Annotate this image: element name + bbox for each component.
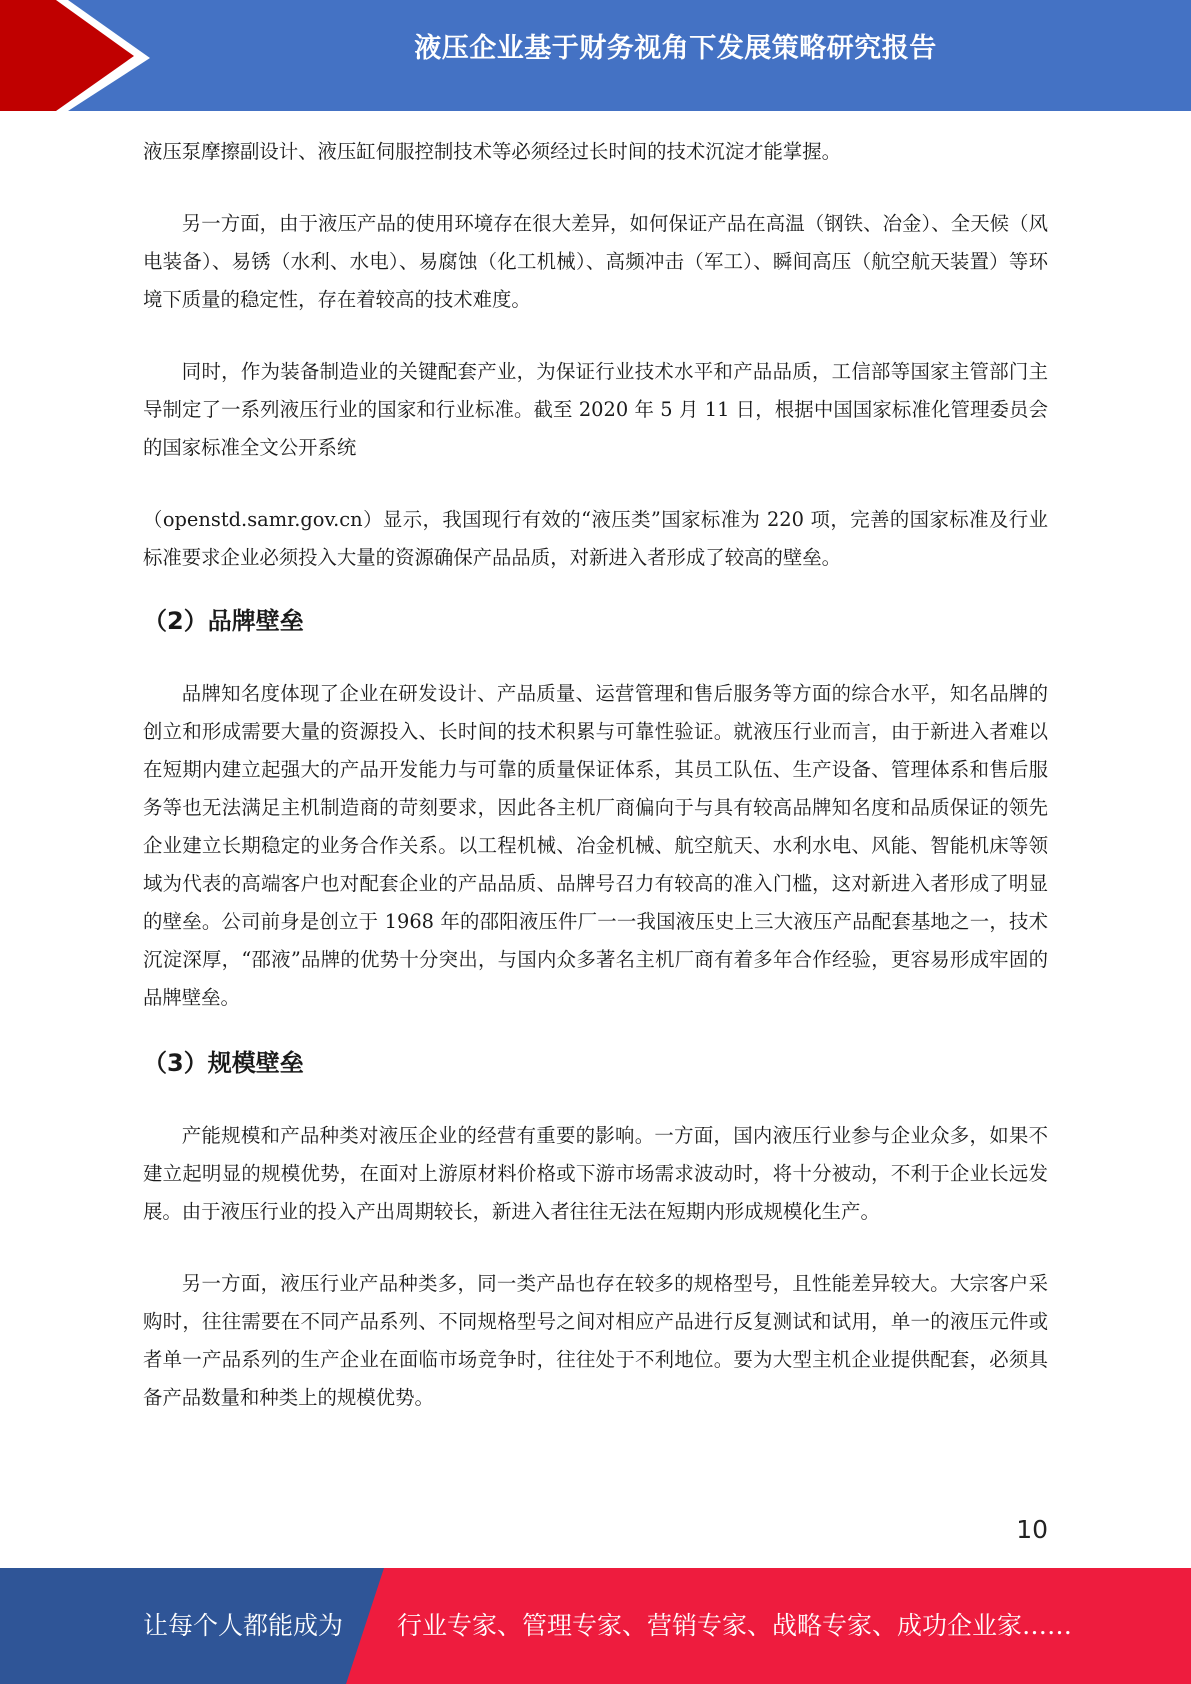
section-heading-scale-barrier: （3）规模壁垒	[143, 1049, 304, 1077]
header-chevron-icon	[0, 0, 160, 111]
paragraph-product-variety: 另一方面，液压行业产品种类多，同一类产品也存在较多的规格型号，且性能差异较大。大宗客户采购时，往往需要在不同产品系列、不同规格型号之间对相应产品进行反复测试和试用，单一的液压元件或者单一产品系列的生产企业在面临市场竞争时，往往处于不利地位。要为大型主机企业提供配套，必须具备产品数量和种类上的规模优势。	[143, 1272, 1048, 1409]
section-heading-brand-barrier: （2）品牌壁垒	[143, 607, 304, 635]
footer-slogan-right: 行业专家、管理专家、营销专家、战略专家、成功企业家……	[397, 1611, 1073, 1640]
paragraph-standards-count: （openstd.samr.gov.cn）显示，我国现行有效的“液压类”国家标准为 220 项，完善的国家标准及行业标准要求企业必须投入大量的资源确保产品品质，对新进入者形成了较高的壁垒。	[143, 508, 1048, 569]
footer-slogan-left: 让每个人都能成为	[143, 1611, 344, 1640]
page-header	[0, 0, 1191, 111]
paragraph-scale: 产能规模和产品种类对液压企业的经营有重要的影响。一方面，国内液压行业参与企业众多，如果不建立起明显的规模优势，在面对上游原材料价格或下游市场需求波动时，将十分被动，不利于企业长远发展。由于液压行业的投入产出周期较长，新进入者往往无法在短期内形成规模化生产。	[143, 1124, 1048, 1223]
paragraph-brand: 品牌知名度体现了企业在研发设计、产品质量、运营管理和售后服务等方面的综合水平，知名品牌的创立和形成需要大量的资源投入、长时间的技术积累与可靠性验证。就液压行业而言，由于新进入者难以在短期内建立起强大的产品开发能力与可靠的质量保证体系，其员工队伍、生产设备、管理体系和售后服务等也无法满足主机制造商的苛刻要求，因此各主机厂商偏向于与具有较高品牌知名度和品质保证的领先企业建立长期稳定的业务合作关系。以工程机械、冶金机械、航空航天、水利水电、风能、智能机床等领域为代表的高端客户也对配套企业的产品品质、品牌号召力有较高的准入门槛，这对新进入者形成了明显的壁垒。公司前身是创立于 1968 年的邵阳液压件厂一一我国液压史上三大液压产品配套基地之一，技术沉淀深厚，“邵液”品牌的优势十分突出，与国内众多著名主机厂商有着多年合作经验，更容易形成牢固的品牌壁垒。	[143, 682, 1048, 1009]
paragraph-standards: 同时，作为装备制造业的关键配套产业，为保证行业技术水平和产品品质，工信部等国家主管部门主导制定了一系列液压行业的国家和行业标准。截至 2020 年 5 月 11 日，根据中国国家标准化管理委员会的国家标准全文公开系统	[143, 360, 1048, 459]
paragraph-environment: 另一方面，由于液压产品的使用环境存在很大差异，如何保证产品在高温（钢铁、冶金）、全天候（风电装备）、易锈（水利、水电）、易腐蚀（化工机械）、高频冲击（军工）、瞬间高压（航空航天装置）等环境下质量的稳定性，存在着较高的技术难度。	[143, 212, 1048, 311]
document-body	[143, 133, 1048, 1417]
header-title: 液压企业基于财务视角下发展策略研究报告	[414, 33, 937, 64]
paragraph-tech-barrier-end: 液压泵摩擦副设计、液压缸伺服控制技术等必须经过长时间的技术沉淀才能掌握。	[143, 140, 842, 163]
page-footer	[0, 1568, 1191, 1684]
page-number: 10	[1016, 1515, 1048, 1544]
